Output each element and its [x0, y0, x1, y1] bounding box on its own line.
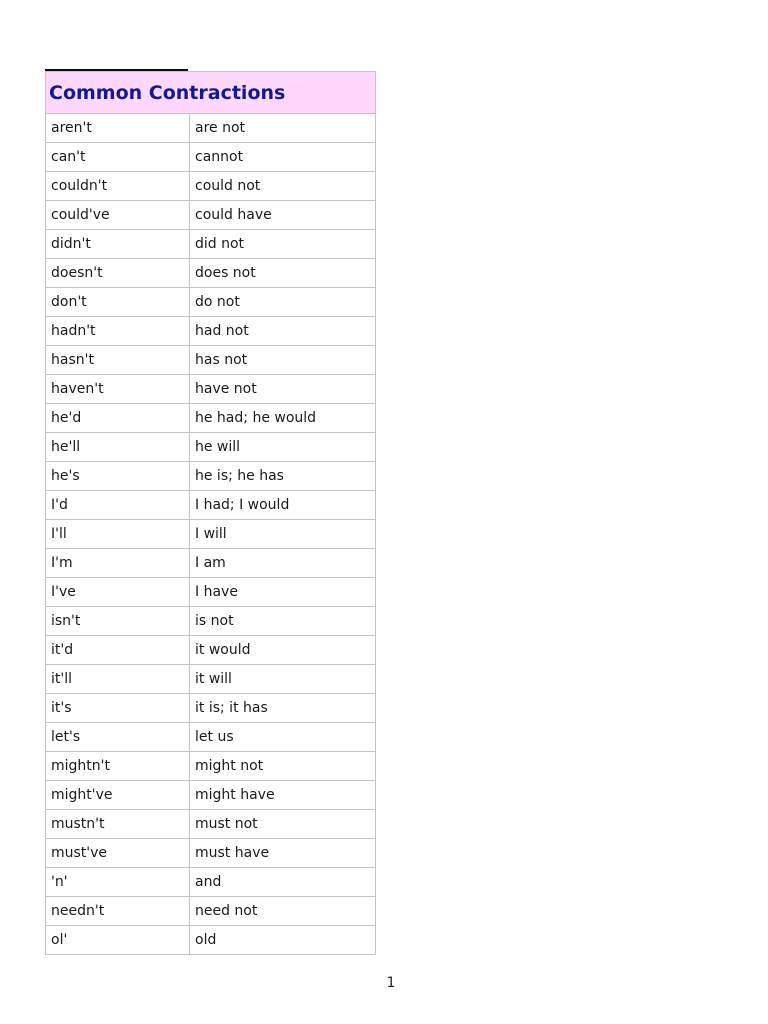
table-row — [46, 404, 376, 433]
table-row — [46, 288, 376, 317]
expansion-cell: does not — [190, 259, 376, 288]
contraction-cell: 'n' — [46, 868, 190, 897]
expansion-cell: it is; it has — [190, 694, 376, 723]
table-body — [46, 114, 376, 955]
table-row — [46, 462, 376, 491]
expansion-cell: could not — [190, 172, 376, 201]
contraction-cell: I'm — [46, 549, 190, 578]
expansion-cell: is not — [190, 607, 376, 636]
table-row — [46, 897, 376, 926]
table-row — [46, 433, 376, 462]
contraction-cell: could've — [46, 201, 190, 230]
expansion-cell: old — [190, 926, 376, 955]
table-row — [46, 114, 376, 143]
expansion-cell: I will — [190, 520, 376, 549]
expansion-cell: need not — [190, 897, 376, 926]
table-row — [46, 375, 376, 404]
contractions-table — [45, 71, 376, 955]
table-row — [46, 607, 376, 636]
contraction-cell: it'll — [46, 665, 190, 694]
contraction-cell: didn't — [46, 230, 190, 259]
expansion-cell: let us — [190, 723, 376, 752]
contraction-cell: he'd — [46, 404, 190, 433]
expansion-cell: he had; he would — [190, 404, 376, 433]
contraction-cell: mightn't — [46, 752, 190, 781]
contraction-cell: it'd — [46, 636, 190, 665]
expansion-cell: might not — [190, 752, 376, 781]
expansion-cell: I had; I would — [190, 491, 376, 520]
expansion-cell: he will — [190, 433, 376, 462]
table-row — [46, 926, 376, 955]
contraction-cell: he's — [46, 462, 190, 491]
contraction-cell: don't — [46, 288, 190, 317]
contraction-cell: I'll — [46, 520, 190, 549]
table-row — [46, 172, 376, 201]
table-row — [46, 491, 376, 520]
expansion-cell: could have — [190, 201, 376, 230]
expansion-cell: do not — [190, 288, 376, 317]
table-row — [46, 781, 376, 810]
contraction-cell: can't — [46, 143, 190, 172]
table-header-row — [46, 72, 376, 114]
table-row — [46, 520, 376, 549]
contraction-cell: doesn't — [46, 259, 190, 288]
table-row — [46, 752, 376, 781]
expansion-cell: did not — [190, 230, 376, 259]
expansion-cell: it would — [190, 636, 376, 665]
table-row — [46, 346, 376, 375]
table-row — [46, 578, 376, 607]
page-number: 1 — [386, 975, 396, 991]
expansion-cell: had not — [190, 317, 376, 346]
table-row — [46, 723, 376, 752]
expansion-cell: must have — [190, 839, 376, 868]
contraction-cell: I've — [46, 578, 190, 607]
contraction-cell: couldn't — [46, 172, 190, 201]
table-row — [46, 665, 376, 694]
table-title: Common Contractions — [46, 72, 376, 114]
table-row — [46, 259, 376, 288]
contraction-cell: mustn't — [46, 810, 190, 839]
expansion-cell: are not — [190, 114, 376, 143]
expansion-cell: I am — [190, 549, 376, 578]
contraction-cell: ol' — [46, 926, 190, 955]
expansion-cell: it will — [190, 665, 376, 694]
expansion-cell: must not — [190, 810, 376, 839]
contraction-cell: must've — [46, 839, 190, 868]
contraction-cell: hadn't — [46, 317, 190, 346]
expansion-cell: have not — [190, 375, 376, 404]
contraction-cell: isn't — [46, 607, 190, 636]
contraction-cell: let's — [46, 723, 190, 752]
expansion-cell: and — [190, 868, 376, 897]
contraction-cell: I'd — [46, 491, 190, 520]
expansion-cell: I have — [190, 578, 376, 607]
contraction-cell: haven't — [46, 375, 190, 404]
table-row — [46, 810, 376, 839]
table-row — [46, 230, 376, 259]
expansion-cell: might have — [190, 781, 376, 810]
table-row — [46, 694, 376, 723]
table-row — [46, 143, 376, 172]
contraction-cell: he'll — [46, 433, 190, 462]
table-row — [46, 317, 376, 346]
contraction-cell: might've — [46, 781, 190, 810]
expansion-cell: he is; he has — [190, 462, 376, 491]
contraction-cell: needn't — [46, 897, 190, 926]
table-row — [46, 549, 376, 578]
table-row — [46, 868, 376, 897]
contraction-cell: aren't — [46, 114, 190, 143]
table-row — [46, 839, 376, 868]
expansion-cell: has not — [190, 346, 376, 375]
table-row — [46, 636, 376, 665]
contraction-cell: it's — [46, 694, 190, 723]
table-row — [46, 201, 376, 230]
contraction-cell: hasn't — [46, 346, 190, 375]
expansion-cell: cannot — [190, 143, 376, 172]
